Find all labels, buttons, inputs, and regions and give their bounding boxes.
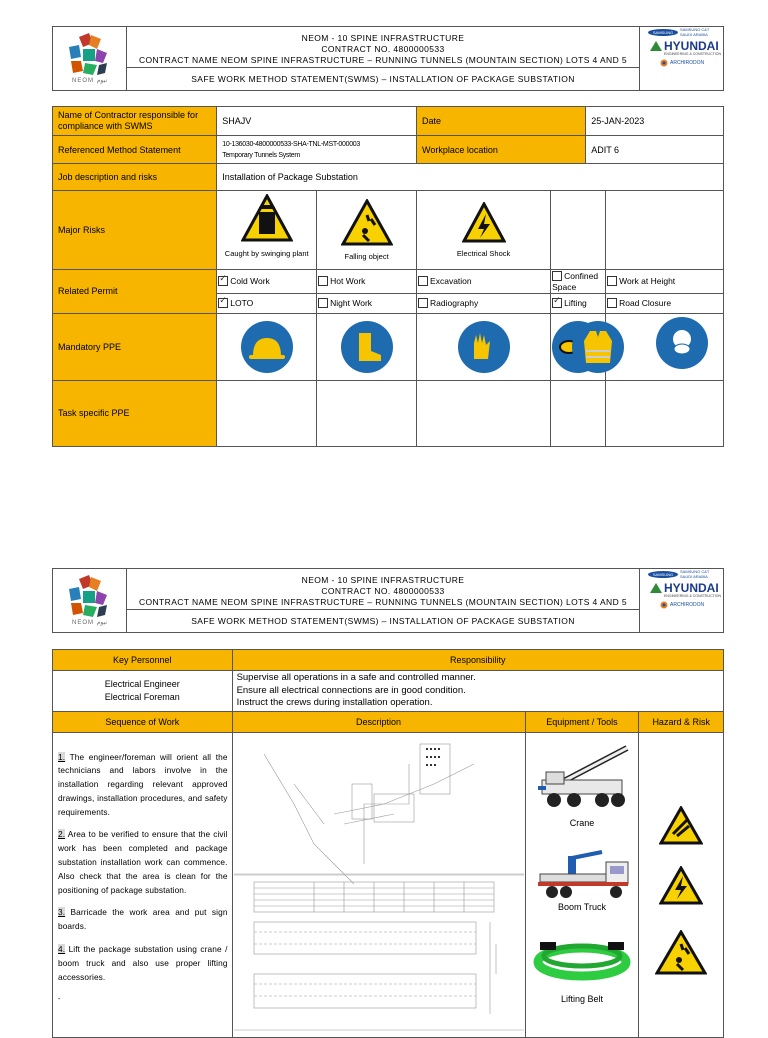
ppe-cell bbox=[317, 313, 417, 380]
hyundai-logo-icon bbox=[650, 41, 662, 51]
permit-hot-work[interactable] bbox=[317, 270, 417, 294]
electrical-shock-warning-icon bbox=[462, 202, 506, 244]
permit-confined-space[interactable] bbox=[551, 270, 606, 294]
permit-loto[interactable] bbox=[217, 293, 317, 313]
header-line-1: NEOM - 10 SPINE INFRASTRUCTURE bbox=[301, 575, 465, 585]
method-value bbox=[217, 136, 417, 164]
risks-label: Major Risks bbox=[53, 191, 217, 270]
permit-item-label: Confined Space bbox=[552, 271, 599, 292]
responsibility-header: Responsibility bbox=[232, 650, 723, 671]
task-ppe-label: Task specific PPE bbox=[53, 380, 217, 446]
hyundai-logo: HYUNDAI bbox=[664, 39, 719, 53]
permit-cold-work[interactable] bbox=[217, 270, 317, 294]
equipment-header: Equipment / Tools bbox=[525, 711, 639, 732]
permit-label: Related Permit bbox=[53, 270, 217, 314]
permit-road-closure[interactable] bbox=[606, 293, 724, 313]
lifting-belt-icon bbox=[532, 932, 632, 992]
permit-night-work[interactable] bbox=[317, 293, 417, 313]
header-subtitle: SAFE WORK METHOD STATEMENT(SWMS) – INSTALLATION OF PACKAGE SUBSTATION bbox=[127, 609, 639, 632]
key-personnel-header: Key Personnel bbox=[53, 650, 233, 671]
task-ppe-cell bbox=[317, 380, 417, 446]
header-line-3: CONTRACT NAME NEOM SPINE INFRASTRUCTURE – RUNNING TUNNELS (MOUNTAIN SECTION) LOTS 4 AND 5 bbox=[138, 55, 628, 65]
responsibility-list bbox=[232, 671, 723, 712]
equipment-label: Crane bbox=[569, 817, 595, 828]
hazard-cell bbox=[639, 732, 724, 1037]
risk-label: Electrical Shock bbox=[456, 249, 511, 258]
partner-logos bbox=[639, 27, 723, 90]
header-line-2: CONTRACT NO. 4800000533 bbox=[321, 44, 445, 54]
risk-swinging-plant bbox=[217, 191, 317, 270]
crane-icon bbox=[532, 742, 632, 812]
step-text: Barricade the work area and put sign boards. bbox=[58, 907, 228, 932]
archirodon-logo: ARCHIRODON bbox=[670, 60, 705, 66]
location-label: Workplace location bbox=[417, 136, 586, 164]
checkbox-checked[interactable] bbox=[218, 298, 228, 308]
trailing-dash: - bbox=[58, 996, 61, 1004]
sequence-of-work-table bbox=[52, 649, 724, 1038]
permit-item-label: Radiography bbox=[430, 297, 479, 308]
swms-info-table bbox=[52, 106, 724, 447]
logo-caption: NEOM ﻧﻴﻮﻡ bbox=[72, 620, 107, 626]
permit-item-label: Hot Work bbox=[330, 276, 366, 286]
hyundai-logo-icon bbox=[650, 583, 662, 593]
responsibility-item: Ensure all electrical connections are in good condition. bbox=[236, 684, 466, 696]
permit-item-label: Night Work bbox=[330, 297, 373, 308]
ppe-cell bbox=[417, 313, 551, 380]
step-2 bbox=[58, 828, 228, 897]
equipment-cell bbox=[525, 732, 639, 1037]
hazard-header: Hazard & Risk bbox=[639, 711, 724, 732]
header-line-3: CONTRACT NAME NEOM SPINE INFRASTRUCTURE – RUNNING TUNNELS (MOUNTAIN SECTION) LOTS 4 AND 5 bbox=[138, 597, 628, 607]
equipment-label: Lifting Belt bbox=[560, 993, 603, 1004]
risk-empty-cell bbox=[551, 191, 606, 270]
step-number: 1. bbox=[58, 751, 66, 762]
checkbox-checked[interactable] bbox=[218, 276, 228, 286]
checkbox-unchecked[interactable] bbox=[607, 298, 617, 308]
samsung-caption: SAMSUNG C&T SAUDI ARABIA bbox=[680, 27, 710, 37]
risk-label: Falling object bbox=[344, 252, 389, 261]
step-1 bbox=[58, 751, 228, 820]
responsibility-item: Supervise all operations in a safe and controlled manner. bbox=[236, 672, 476, 683]
dust-mask-icon bbox=[656, 317, 708, 369]
checkbox-unchecked[interactable] bbox=[318, 298, 328, 308]
step-number: 2. bbox=[58, 829, 66, 840]
hi-vis-vest-icon bbox=[572, 321, 624, 373]
checkbox-unchecked[interactable] bbox=[418, 298, 428, 308]
electrical-shock-warning-icon bbox=[659, 866, 703, 906]
samsung-logo: SAMSUNG bbox=[648, 29, 678, 36]
date-label: Date bbox=[417, 107, 586, 136]
samsung-logo: SAMSUNG bbox=[648, 571, 678, 578]
job-value: Installation of Package Substation bbox=[217, 164, 724, 191]
description-header: Description bbox=[232, 711, 525, 732]
contractor-value: SHAJV bbox=[217, 107, 417, 136]
falling-object-warning-icon bbox=[655, 930, 707, 976]
permit-radiography[interactable] bbox=[417, 293, 551, 313]
header-line-2: CONTRACT NO. 4800000533 bbox=[321, 586, 445, 596]
step-number: 4. bbox=[58, 944, 66, 955]
step-3 bbox=[58, 906, 228, 934]
personnel-roles bbox=[53, 671, 233, 712]
step-text: Lift the package substation using crane / boom truck and also use proper lifting accessories. bbox=[58, 944, 228, 982]
step-text: The engineer/foreman will orient all the technicians and labors involve in the installation regarding relevant approved drawings, installation procedures, and safety requirements. bbox=[58, 751, 228, 817]
checkbox-unchecked[interactable] bbox=[318, 276, 328, 286]
permit-work-at-height[interactable] bbox=[606, 270, 724, 294]
partner-logos bbox=[639, 569, 723, 632]
checkbox-unchecked[interactable] bbox=[607, 276, 617, 286]
contractor-label: Name of Contractor responsible for compliance with SWMS bbox=[53, 107, 217, 136]
permit-item-label: Road Closure bbox=[619, 297, 672, 308]
step-number: 3. bbox=[58, 907, 66, 918]
checkbox-checked[interactable] bbox=[552, 298, 562, 308]
ppe-label: Mandatory PPE bbox=[53, 313, 217, 380]
task-ppe-cell bbox=[606, 380, 724, 446]
responsibility-item: Instruct the crews during installation operation. bbox=[236, 697, 433, 708]
hyundai-caption: ENGINEERING & CONSTRUCTION bbox=[664, 52, 721, 56]
swinging-plant-warning-icon bbox=[659, 806, 703, 846]
permit-item-label: LOTO bbox=[230, 297, 254, 308]
document-header-2 bbox=[52, 568, 724, 633]
sequence-steps bbox=[53, 732, 233, 1037]
step-4 bbox=[58, 943, 228, 984]
archirodon-logo-icon bbox=[660, 601, 668, 609]
layout-drawing-image bbox=[234, 734, 524, 1034]
header-titles bbox=[127, 569, 639, 632]
method-ref-title: Temporary Tunnels System bbox=[222, 151, 300, 159]
job-label: Job description and risks bbox=[53, 164, 217, 191]
permit-item-label: Cold Work bbox=[230, 276, 270, 286]
sequence-header: Sequence of Work bbox=[53, 711, 233, 732]
date-value: 25-JAN-2023 bbox=[586, 107, 724, 136]
permit-excavation[interactable] bbox=[417, 270, 551, 294]
archirodon-logo-icon bbox=[660, 59, 668, 67]
location-value: ADIT 6 bbox=[586, 136, 724, 164]
archirodon-logo: ARCHIRODON bbox=[670, 602, 705, 608]
safety-boots-icon bbox=[341, 321, 393, 373]
hard-hat-icon bbox=[241, 321, 293, 373]
step-text: Area to be verified to ensure that the civil work has been completed and package substation installation work can commence. Also check that the area is clean for the positioning of package substation. bbox=[58, 829, 228, 895]
ppe-cell bbox=[217, 313, 317, 380]
task-ppe-cell bbox=[217, 380, 317, 446]
permit-lifting[interactable] bbox=[551, 293, 606, 313]
risk-electrical-shock bbox=[417, 191, 551, 270]
samsung-caption: SAMSUNG C&T SAUDI ARABIA bbox=[680, 569, 710, 579]
checkbox-unchecked[interactable] bbox=[418, 276, 428, 286]
neom-logo bbox=[53, 569, 127, 632]
method-label: Referenced Method Statement bbox=[53, 136, 217, 164]
hyundai-logo: HYUNDAI bbox=[664, 581, 719, 595]
neom-logo bbox=[53, 27, 127, 90]
role-electrical-engineer: Electrical Engineer bbox=[104, 678, 180, 689]
permit-item-label: Excavation bbox=[430, 276, 472, 286]
permit-item-label: Work at Height bbox=[619, 276, 676, 286]
boom-truck-icon bbox=[532, 850, 632, 900]
equipment-label: Boom Truck bbox=[557, 901, 606, 912]
header-titles bbox=[127, 27, 639, 90]
layout-drawing-cell bbox=[232, 732, 525, 1037]
header-line-1: NEOM - 10 SPINE INFRASTRUCTURE bbox=[301, 33, 465, 43]
risk-empty-cell bbox=[606, 191, 724, 270]
checkbox-unchecked[interactable] bbox=[552, 271, 562, 281]
risk-label: Caught by swinging plant bbox=[224, 249, 309, 258]
logo-caption: NEOM ﻧﻴﻮﻡ bbox=[72, 78, 107, 84]
document-header-1 bbox=[52, 26, 724, 91]
swinging-plant-warning-icon bbox=[241, 194, 293, 244]
gloves-icon bbox=[458, 321, 510, 373]
role-electrical-foreman: Electrical Foreman bbox=[104, 691, 180, 702]
hyundai-caption: ENGINEERING & CONSTRUCTION bbox=[664, 594, 721, 598]
task-ppe-cell bbox=[417, 380, 551, 446]
risk-falling-object bbox=[317, 191, 417, 270]
permit-item-label: Lifting bbox=[564, 297, 587, 308]
method-ref-number: 10-136030-4800000533-SHA-TNL-MST-000003 bbox=[222, 140, 360, 148]
task-ppe-cell bbox=[551, 380, 606, 446]
header-subtitle: SAFE WORK METHOD STATEMENT(SWMS) – INSTALLATION OF PACKAGE SUBSTATION bbox=[127, 67, 639, 90]
falling-object-warning-icon bbox=[341, 199, 393, 247]
